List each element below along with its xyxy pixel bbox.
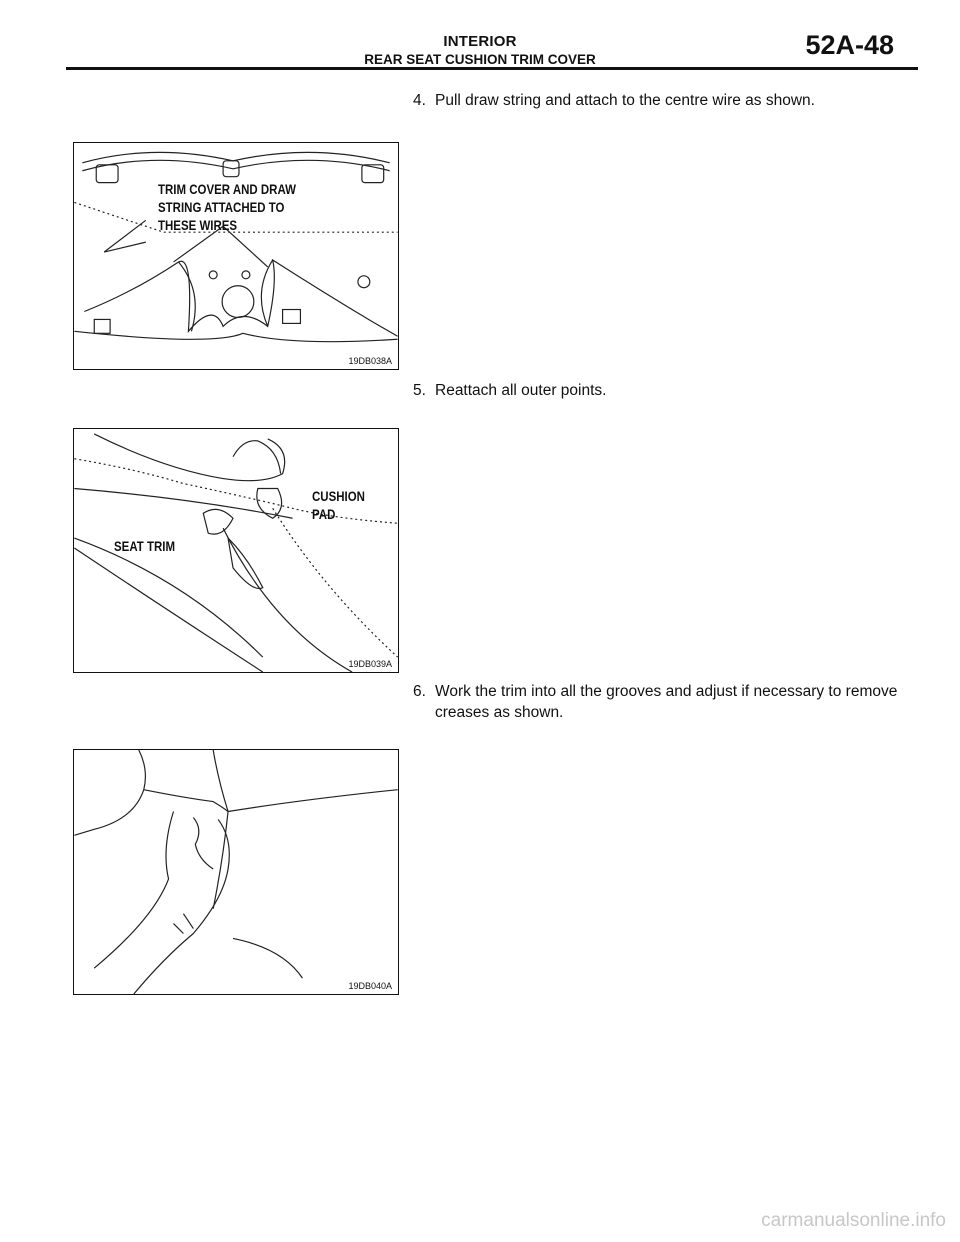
step-text: Pull draw string and attach to the centre wire as shown. xyxy=(435,92,815,109)
step-5 xyxy=(413,380,913,401)
callout-line-1: TRIM COVER AND DRAW xyxy=(158,181,296,197)
step-4 xyxy=(413,90,913,111)
seat-wires-illustration xyxy=(74,143,398,369)
subsection-title: REAR SEAT CUSHION TRIM COVER xyxy=(364,52,596,67)
callout-seat-trim: SEAT TRIM xyxy=(114,538,176,554)
callout-line-3: THESE WIRES xyxy=(158,217,238,233)
step-text: Reattach all outer points. xyxy=(435,382,607,399)
watermark: carmanualsonline.info xyxy=(761,1210,946,1231)
step-number: 6. xyxy=(413,683,426,700)
step-6 xyxy=(413,681,913,723)
figure-outer-points xyxy=(73,428,399,673)
step-number: 5. xyxy=(413,382,426,399)
step-text: Work the trim into all the grooves and adjust if necessary to remove creases as shown. xyxy=(435,683,898,721)
header-rule xyxy=(66,67,918,70)
callout-cushion-pad: CUSHION PAD xyxy=(312,488,365,522)
section-title: INTERIOR xyxy=(443,33,517,50)
figure-code: 19DB040A xyxy=(348,981,392,991)
figure-code: 19DB038A xyxy=(348,356,392,366)
hand-groove-illustration xyxy=(74,750,398,994)
figure-code: 19DB039A xyxy=(348,659,392,669)
step-number: 4. xyxy=(413,92,426,109)
callout-wires xyxy=(158,180,296,234)
figure-draw-string xyxy=(73,142,399,370)
callout-line-2: STRING ATTACHED TO xyxy=(158,199,285,215)
page-number: 52A-48 xyxy=(805,30,894,60)
figure-grooves xyxy=(73,749,399,995)
